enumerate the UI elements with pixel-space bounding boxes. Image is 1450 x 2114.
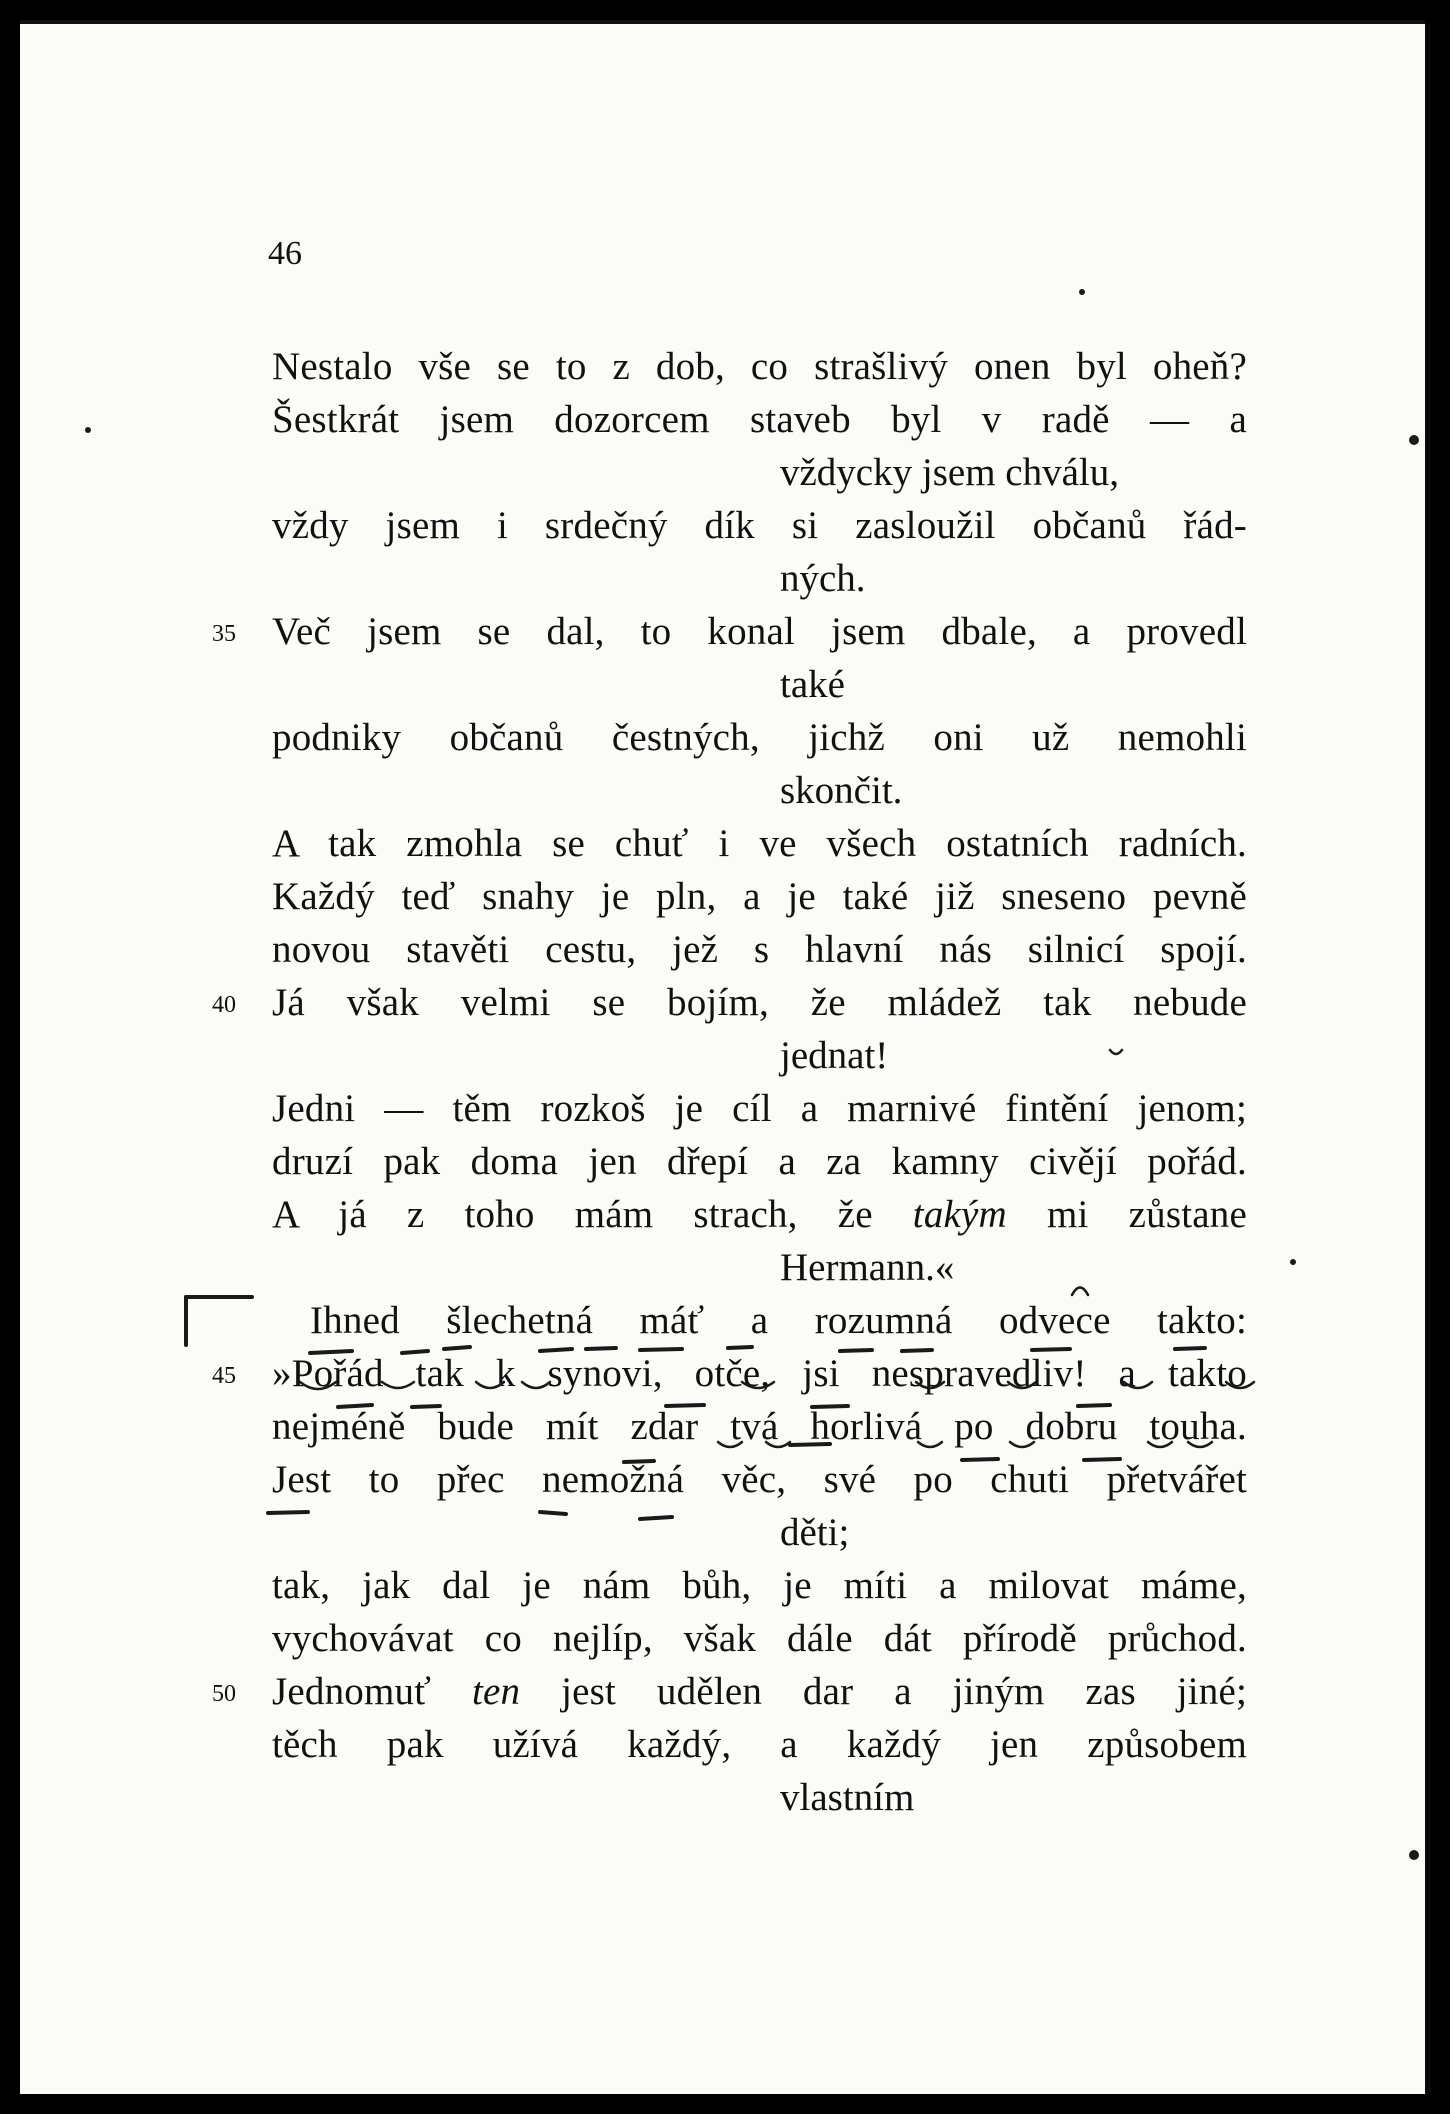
verse-line: podniky občanů čestných, jichž oni už nemohli: [272, 716, 1247, 759]
emphasized-word: takým: [912, 1193, 1007, 1236]
verse-text: mi zůstane: [1047, 1193, 1247, 1236]
emphasized-word: ten: [471, 1670, 521, 1713]
line-number: 40: [212, 992, 236, 1018]
verse-line: A tak zmohla se chuť i ve všech ostatních radních.: [272, 822, 1247, 865]
line-number: 35: [212, 621, 236, 647]
verse-continuation: jednat!: [780, 1034, 889, 1077]
verse-continuation: děti;: [780, 1511, 850, 1554]
verse-text: jest udělen dar a jiným zas jiné;: [561, 1670, 1248, 1713]
verse-continuation: ných.: [780, 557, 866, 600]
verse-line: Več jsem se dal, to konal jsem dbale, a provedl: [272, 610, 1247, 653]
verse-line: Nestalo vše se to z dob, co strašlivý onen byl oheň?: [272, 345, 1247, 388]
verse-line: druzí pak doma jen dřepí a za kamny civějí pořád.: [272, 1140, 1247, 1183]
verse-line: Jest to přec nemožná věc, své po chuti přetvářet: [272, 1458, 1247, 1501]
verse-line: Každý teď snahy je pln, a je také již sneseno pevně: [272, 875, 1247, 918]
verse-line: vychovávat co nejlíp, však dále dát přírodě průchod.: [272, 1617, 1247, 1660]
verse-text: A já z toho mám strach, že: [272, 1193, 873, 1236]
verse-continuation: také: [780, 663, 845, 706]
line-number: 50: [212, 1681, 236, 1707]
verse-line: Šestkrát jsem dozorcem staveb byl v radě — a: [272, 398, 1247, 441]
line-number: 45: [212, 1363, 236, 1389]
verse-line: Já však velmi se bojím, že mládež tak nebude: [272, 981, 1247, 1024]
verse-line: těch pak užívá každý, a každý jen způsobem: [272, 1723, 1247, 1766]
verse-line: Jedni — těm rozkoš je cíl a marnivé fintění jenom;: [272, 1087, 1247, 1130]
verse-line: vždy jsem i srdečný dík si zasloužil občanů řád-: [272, 504, 1247, 547]
verse-line: »Pořád tak k synovi, otče, jsi nespravedliv! a takto: [272, 1352, 1247, 1395]
verse-continuation: Hermann.«: [780, 1246, 955, 1289]
verse-continuation: skončit.: [780, 769, 903, 812]
verse-line: novou stavěti cestu, jež s hlavní nás silnicí spojí.: [272, 928, 1247, 971]
verse-line: tak, jak dal je nám bůh, je míti a milovat máme,: [272, 1564, 1247, 1607]
verse-line: Ihned šlechetná máť a rozumná odvece takto:: [310, 1299, 1247, 1342]
verse-continuation: vlastním: [780, 1776, 915, 1819]
verse-text: Jednomuť: [272, 1670, 432, 1713]
verse-continuation: vždycky jsem chválu,: [780, 451, 1119, 494]
page-number: 46: [268, 235, 302, 272]
verse-line: nejméně bude mít zdar tvá horlivá po dobru touha.: [272, 1405, 1247, 1448]
